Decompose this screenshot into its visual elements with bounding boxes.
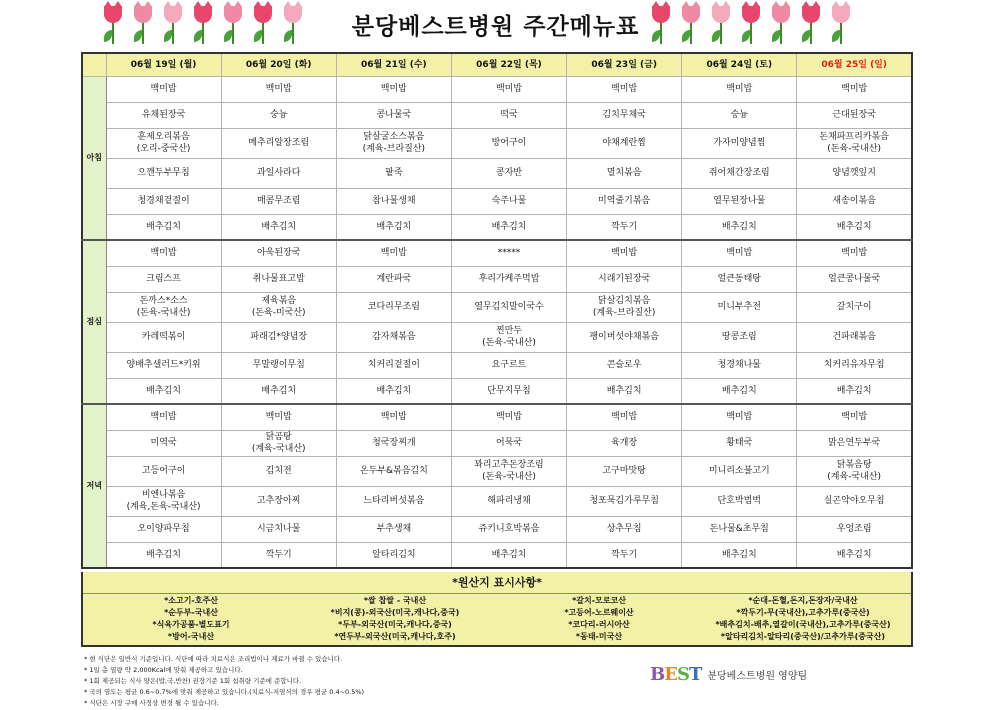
menu-cell: 배추김치 <box>106 542 221 568</box>
day-header: 06월 22일 (목) <box>451 53 566 76</box>
menu-cell: 배추김치 <box>451 214 566 240</box>
note-line: * 1일 총 열량 약 2,000Kcal에 맞춰 제공하고 있습니다. <box>84 666 243 674</box>
menu-cell: 육개장 <box>567 430 682 456</box>
menu-cell: 김치무채국 <box>567 102 682 128</box>
menu-cell: 쥬키니호박볶음 <box>451 516 566 542</box>
menu-cell: 건파래볶음 <box>797 322 912 352</box>
menu-cell: 쥐어채간장조림 <box>682 158 797 188</box>
menu-cell: 크림스프 <box>106 266 221 292</box>
menu-cell: 배추김치 <box>797 378 912 404</box>
origin-item: *동태-미국산 <box>575 632 623 641</box>
menu-row <box>82 456 912 486</box>
menu-cell: 치커리겉절이 <box>336 352 451 378</box>
origin-column <box>293 595 497 643</box>
page-title: 분당베스트병원 주간메뉴표 <box>351 14 640 40</box>
menu-cell: 메추리알장조림 <box>221 128 336 158</box>
menu-cell: 얼큰동태탕 <box>682 266 797 292</box>
menu-cell: 매콤무조림 <box>221 188 336 214</box>
menu-cell: 새송이볶음 <box>797 188 912 214</box>
menu-row <box>82 486 912 516</box>
origin-item: *쌀 찹쌀 - 국내산 <box>363 596 427 605</box>
day-header: 06월 19일 (월) <box>106 53 221 76</box>
menu-cell: 오이양파무침 <box>106 516 221 542</box>
menu-cell: 백미밥 <box>336 240 451 266</box>
menu-cell: 돈나물&초무침 <box>682 516 797 542</box>
meal-label: 저녁 <box>82 404 106 568</box>
menu-cell: 배추김치 <box>797 214 912 240</box>
brand <box>650 664 807 685</box>
menu-cell: 미역줄기볶음 <box>567 188 682 214</box>
menu-cell: 배추김치 <box>567 378 682 404</box>
menu-cell: 땅콩조림 <box>682 322 797 352</box>
menu-cell: 코다리무조림 <box>336 292 451 322</box>
origin-title: *원산지 표시사항* <box>83 572 911 594</box>
day-header: 06월 20일 (화) <box>221 53 336 76</box>
menu-cell: 미역국 <box>106 430 221 456</box>
tulip-icon <box>828 4 854 46</box>
menu-row <box>82 430 912 456</box>
origin-item: *두부-외국산(미국,캐나다,중국) <box>338 620 452 629</box>
menu-cell: 팥죽 <box>336 158 451 188</box>
menu-row <box>82 378 912 404</box>
menu-cell: 청국장찌개 <box>336 430 451 456</box>
menu-cell: 꽈리고추돈장조림 (돈육-국내산) <box>451 456 566 486</box>
menu-cell: 백미밥 <box>567 240 682 266</box>
menu-cell: 돈채파프리카볶음 (돈육-국내산) <box>797 128 912 158</box>
menu-row <box>82 240 912 266</box>
menu-cell: 알타리김치 <box>336 542 451 568</box>
menu-cell: 후리가케주먹밥 <box>451 266 566 292</box>
menu-cell: 제육볶음 (돈육-미국산) <box>221 292 336 322</box>
menu-cell: 청경채겉절이 <box>106 188 221 214</box>
menu-cell: 고등어구이 <box>106 456 221 486</box>
menu-cell: 양배추샐러드*키위 <box>106 352 221 378</box>
menu-cell: 백미밥 <box>336 76 451 102</box>
menu-cell: 느타리버섯볶음 <box>336 486 451 516</box>
menu-cell: 온두부&볶음김치 <box>336 456 451 486</box>
menu-row <box>82 266 912 292</box>
menu-cell: 김치전 <box>221 456 336 486</box>
menu-cell: 백미밥 <box>797 240 912 266</box>
menu-cell: 떡국 <box>451 102 566 128</box>
tulip-icon <box>678 4 704 46</box>
menu-cell: 계란파국 <box>336 266 451 292</box>
meal-label: 점심 <box>82 240 106 404</box>
menu-cell: 야채계란찜 <box>567 128 682 158</box>
menu-cell: 부추생채 <box>336 516 451 542</box>
day-header: 06월 21일 (수) <box>336 53 451 76</box>
menu-row <box>82 76 912 102</box>
menu-cell: 백미밥 <box>682 240 797 266</box>
best-logo: B E S T <box>650 664 702 685</box>
menu-cell: 백미밥 <box>451 404 566 430</box>
menu-row <box>82 404 912 430</box>
menu-cell: 고구마맛탕 <box>567 456 682 486</box>
origin-item: *방어-국내산 <box>167 632 215 641</box>
menu-cell: 백미밥 <box>797 404 912 430</box>
menu-row <box>82 292 912 322</box>
tulip-row-right <box>648 4 854 46</box>
menu-cell: 으깬두부무침 <box>106 158 221 188</box>
menu-cell: 요구르트 <box>451 352 566 378</box>
origin-item: *코다리-러시아산 <box>568 620 630 629</box>
origin-item: *비지(콩)-외국산(미국,캐나다,중국) <box>330 608 460 617</box>
day-header-row <box>82 53 912 76</box>
header <box>0 0 991 50</box>
tulip-icon <box>738 4 764 46</box>
menu-row <box>82 322 912 352</box>
menu-cell: 배추김치 <box>221 214 336 240</box>
menu-cell: 백미밥 <box>567 76 682 102</box>
menu-row <box>82 352 912 378</box>
menu-cell: 카레떡볶이 <box>106 322 221 352</box>
menu-cell: 방어구이 <box>451 128 566 158</box>
menu-cell: 무말랭이무침 <box>221 352 336 378</box>
menu-cell: 참나물생채 <box>336 188 451 214</box>
tulip-icon <box>798 4 824 46</box>
menu-cell: 시금치나물 <box>221 516 336 542</box>
note-line: * 국의 염도는 평균 0.6~0.7%에 맞춰 제공하고 있습니다.(치료식-저염식의 경우 평균 0.4~0.5%) <box>84 688 365 696</box>
origin-item: *깍두기-무(국내산),고추가루(중국산) <box>736 608 870 617</box>
menu-cell: ***** <box>451 240 566 266</box>
weekly-menu-table <box>81 52 913 569</box>
menu-cell: 돈까스*소스 (돈육-국내산) <box>106 292 221 322</box>
menu-cell: 콩자반 <box>451 158 566 188</box>
menu-row <box>82 128 912 158</box>
menu-cell: 해파리냉채 <box>451 486 566 516</box>
menu-cell: 백미밥 <box>451 76 566 102</box>
menu-cell: 닭곰탕 (계육-국내산) <box>221 430 336 456</box>
menu-cell: 백미밥 <box>336 404 451 430</box>
notes <box>84 654 364 709</box>
menu-cell: 근대된장국 <box>797 102 912 128</box>
origin-list <box>83 594 911 645</box>
menu-cell: 백미밥 <box>106 404 221 430</box>
menu-cell: 배추김치 <box>221 378 336 404</box>
menu-cell: 치커리유자무침 <box>797 352 912 378</box>
menu-cell: 배추김치 <box>336 378 451 404</box>
menu-cell: 멸치볶음 <box>567 158 682 188</box>
menu-cell: 과일사라다 <box>221 158 336 188</box>
menu-cell: 백미밥 <box>797 76 912 102</box>
menu-cell: 유채된장국 <box>106 102 221 128</box>
menu-cell: 가자미양념찜 <box>682 128 797 158</box>
menu-cell: 백미밥 <box>106 240 221 266</box>
menu-cell: 깍두기 <box>221 542 336 568</box>
menu-cell: 얼큰콩나물국 <box>797 266 912 292</box>
menu-cell: 숭늉 <box>221 102 336 128</box>
menu-cell: 파래김*양념장 <box>221 322 336 352</box>
menu-cell: 감자채볶음 <box>336 322 451 352</box>
note-line: * 식단은 시장 구매 사정상 변경 될 수 있습니다. <box>84 699 219 707</box>
note-line: * 현 식단은 일반식 기준입니다. 식단에 따라 치료식은 조리법이나 재료가 바뀔 수 있습니다. <box>84 655 343 663</box>
menu-row <box>82 516 912 542</box>
menu-cell: 고추장아찌 <box>221 486 336 516</box>
menu-cell: 열무된장나물 <box>682 188 797 214</box>
menu-row <box>82 188 912 214</box>
origin-item: *소고기-호주산 <box>164 596 218 605</box>
menu-cell: 시래기된장국 <box>567 266 682 292</box>
menu-cell: 실곤약야오무침 <box>797 486 912 516</box>
menu-cell: 상추무침 <box>567 516 682 542</box>
menu-cell: 닭살굴소스볶음 (계육-브라질산) <box>336 128 451 158</box>
menu-cell: 백미밥 <box>106 76 221 102</box>
menu-cell: 닭볶음탕 (계육-국내산) <box>797 456 912 486</box>
tulip-icon <box>768 4 794 46</box>
menu-row <box>82 214 912 240</box>
menu-cell: 깍두기 <box>567 214 682 240</box>
menu-cell: 닭살김치볶음 (계육-브라질산) <box>567 292 682 322</box>
origin-item: *갈치-모로코산 <box>572 596 626 605</box>
menu-cell: 미니부추전 <box>682 292 797 322</box>
menu-cell: 숙주나물 <box>451 188 566 214</box>
menu-row <box>82 158 912 188</box>
menu-cell: 단무지무침 <box>451 378 566 404</box>
menu-cell: 어묵국 <box>451 430 566 456</box>
menu-cell: 갈치구이 <box>797 292 912 322</box>
menu-cell: 맑은연두부국 <box>797 430 912 456</box>
menu-cell: 배추김치 <box>797 542 912 568</box>
menu-cell: 배추김치 <box>106 214 221 240</box>
origin-item: *순대-돈혈,돈지,돈장자/국내산 <box>748 596 858 605</box>
menu-cell: 비엔나볶음 (계육,돈육-국내산) <box>106 486 221 516</box>
menu-cell: 단호박범벅 <box>682 486 797 516</box>
origin-item: *순두부-국내산 <box>164 608 218 617</box>
menu-row <box>82 102 912 128</box>
origin-column <box>701 595 905 643</box>
day-header: 06월 24일 (토) <box>682 53 797 76</box>
menu-cell: 배추김치 <box>451 542 566 568</box>
origin-section <box>81 572 913 647</box>
menu-cell: 양념깻잎지 <box>797 158 912 188</box>
origin-item: *연두부-외국산(미국,캐나다,호주) <box>334 632 456 641</box>
brand-text: 분당베스트병원 영양팀 <box>707 671 808 682</box>
menu-cell: 황태국 <box>682 430 797 456</box>
menu-cell: 백미밥 <box>567 404 682 430</box>
origin-item: *고등어-노르웨이산 <box>564 608 634 617</box>
menu-cell: 배추김치 <box>106 378 221 404</box>
menu-cell: 우엉조림 <box>797 516 912 542</box>
menu-cell: 팽이버섯야채볶음 <box>567 322 682 352</box>
tulip-icon <box>648 4 674 46</box>
menu-cell: 청경채나물 <box>682 352 797 378</box>
day-header: 06월 23일 (금) <box>567 53 682 76</box>
menu-cell: 콩나물국 <box>336 102 451 128</box>
corner-cell <box>82 53 106 76</box>
menu-cell: 배추김치 <box>682 378 797 404</box>
menu-row <box>82 542 912 568</box>
origin-item: *배추김치-배추,열갈이(국내산),고추가루(중국산) <box>715 620 891 629</box>
note-line: * 1회 제공되는 식사 양은(밥,국,반찬) 권장기준 1회 섭취량 기준에 준합니다. <box>84 677 302 685</box>
origin-item: *식육가공품-별도표기 <box>152 620 230 629</box>
menu-cell: 백미밥 <box>221 404 336 430</box>
meal-label: 아침 <box>82 76 106 240</box>
menu-cell: 콘슬로우 <box>567 352 682 378</box>
menu-cell: 숭늉 <box>682 102 797 128</box>
menu-cell: 백미밥 <box>221 76 336 102</box>
day-header-sunday: 06월 25일 (일) <box>797 53 912 76</box>
menu-cell: 아욱된장국 <box>221 240 336 266</box>
menu-cell: 깍두기 <box>567 542 682 568</box>
menu-cell: 취나물표고밥 <box>221 266 336 292</box>
menu-cell: 훈제오리볶음 (오리-중국산) <box>106 128 221 158</box>
menu-cell: 배추김치 <box>682 542 797 568</box>
menu-cell: 찐만두 (돈육-국내산) <box>451 322 566 352</box>
tulip-icon <box>708 4 734 46</box>
menu-cell: 배추김치 <box>682 214 797 240</box>
origin-column <box>497 595 701 643</box>
menu-cell: 백미밥 <box>682 76 797 102</box>
origin-column <box>89 595 293 643</box>
menu-cell: 백미밥 <box>682 404 797 430</box>
menu-cell: 청포묵김가루무침 <box>567 486 682 516</box>
menu-cell: 배추김치 <box>336 214 451 240</box>
menu-cell: 미니리소불고기 <box>682 456 797 486</box>
origin-item: *알타리김치-알타리(중국산)/고추가루(중국산) <box>720 632 886 641</box>
menu-cell: 열무김치말이국수 <box>451 292 566 322</box>
